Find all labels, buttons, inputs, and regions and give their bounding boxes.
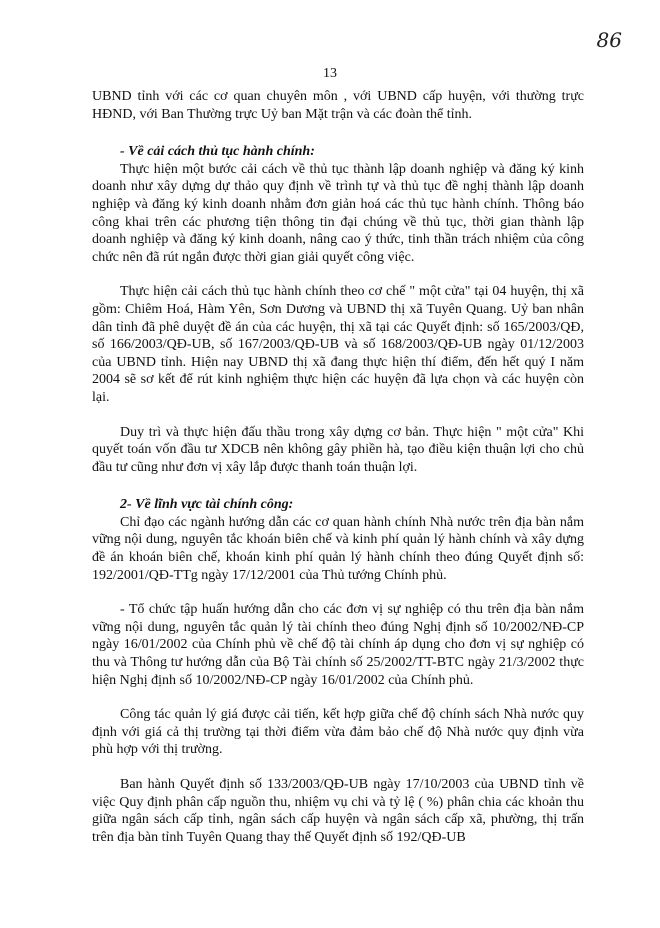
paragraph-bidding: Duy trì và thực hiện đấu thầu trong xây dựng cơ bản. Thực hiện " một cửa" Khi quyết toán vốn đầu tư XDCB nên không gây phiền hà, tạo điều kiện thuận lợi cho chủ đầu tư cũng như đơn vị xây lắp được thanh toán thuận lợi.	[92, 424, 584, 475]
paragraph-training: - Tổ chức tập huấn hướng dẫn cho các đơn vị sự nghiệp có thu trên địa bàn nắm vững nội dung, nguyên tắc quản lý tài chính theo đúng Nghị định số 10/2002/NĐ-CP ngày 16/01/2002 của Chính phủ về chế độ tài chính áp dụng cho đơn vị sự nghiệp có thu và Thông tư hướng dẫn của Bộ Tài chính số 25/2002/TT-BTC ngày 21/3/2002 thực hiện Nghị định số 10/2002/NĐ-CP ngày 16/01/2002 của Chính phủ.	[92, 602, 584, 688]
paragraph-one-door-mechanism: Thực hiện cải cách thủ tục hành chính theo cơ chế " một cửa" tại 04 huyện, thị xã gồm: Chiêm Hoá, Hàm Yên, Sơn Dương và UBND thị xã Tuyên Quang. Uỷ ban nhân dân tỉnh đã phê duyệt đề án của các huyện, thị xã tại các Quyết định: số 165/2003/QĐ, số 166/2003/QĐ-UB, số 167/2003/QĐ-UB và số 168/2003/QĐ-UB ngày 01/12/2003 của UBND tỉnh. Hiện nay UBND thị xã đang thực hiện thí điểm, đến hết quý I năm 2004 sẽ sơ kết để rút kinh nghiệm thực hiện các huyện đã lựa chọn và các huyện còn lại.	[92, 284, 584, 405]
page-number: 13	[323, 66, 337, 81]
paragraph-price-management: Công tác quản lý giá được cải tiến, kết hợp giữa chế độ chính sách Nhà nước quy định với giá cả thị trường tại thời điểm vừa đảm bảo chế độ Nhà nước quy định vừa phù hợp với thị trường.	[92, 707, 584, 758]
document-body	[92, 88, 584, 846]
paragraph-business-registration: Thực hiện một bước cải cách về thủ tục thành lập doanh nghiệp và đăng ký kinh doanh như xây dựng dự thảo quy định về trình tự và thủ tục đề nghị thành lập doanh nghiệp và đăng ký kinh doanh nhằm đơn giản hoá các thủ tục hành chính. Thông báo công khai trên các phương tiện thông tin đại chúng về thủ tục, thời gian thành lập doanh nghiệp và đăng ký kinh doanh, nâng cao ý thức, tinh thần trách nhiệm của công chức nên đã rút ngắn được thời gian giải quyết công việc.	[92, 161, 584, 265]
section-heading-admin-reform: - Về cải cách thủ tục hành chính:	[120, 144, 315, 160]
paragraph-staffing-quota: Chỉ đạo các ngành hướng dẫn các cơ quan hành chính Nhà nước trên địa bàn nắm vững nội dung, nguyên tắc khoán biên chế và kinh phí quản lý hành chính và xây dựng đề án khoán biên chế, khoán kinh phí quản lý hành chính theo đúng Quyết định số: 192/2001/QĐ-TTg ngày 17/12/2001 của Thủ tướng Chính phủ.	[92, 514, 584, 583]
paragraph-revenue-decision: Ban hành Quyết định số 133/2003/QĐ-UB ngày 17/10/2003 của UBND tỉnh về việc Quy định phân cấp nguồn thu, nhiệm vụ chi và tỷ lệ ( %) phân chia các khoản thu giữa ngân sách cấp tỉnh, ngân sách cấp huyện và ngân sách cấp xã, phường, thị trấn trên địa bàn tỉnh Tuyên Quang thay thế Quyết định số 192/QĐ-UB	[92, 777, 584, 845]
handwritten-page-mark: 86	[596, 28, 622, 52]
section-heading-public-finance: 2- Về lĩnh vực tài chính công:	[120, 497, 294, 513]
paragraph-intro: UBND tỉnh với các cơ quan chuyên môn , với UBND cấp huyện, với thường trực HĐND, với Ban Thường trực Uỷ ban Mặt trận và các đoàn thể tỉnh.	[92, 89, 584, 122]
